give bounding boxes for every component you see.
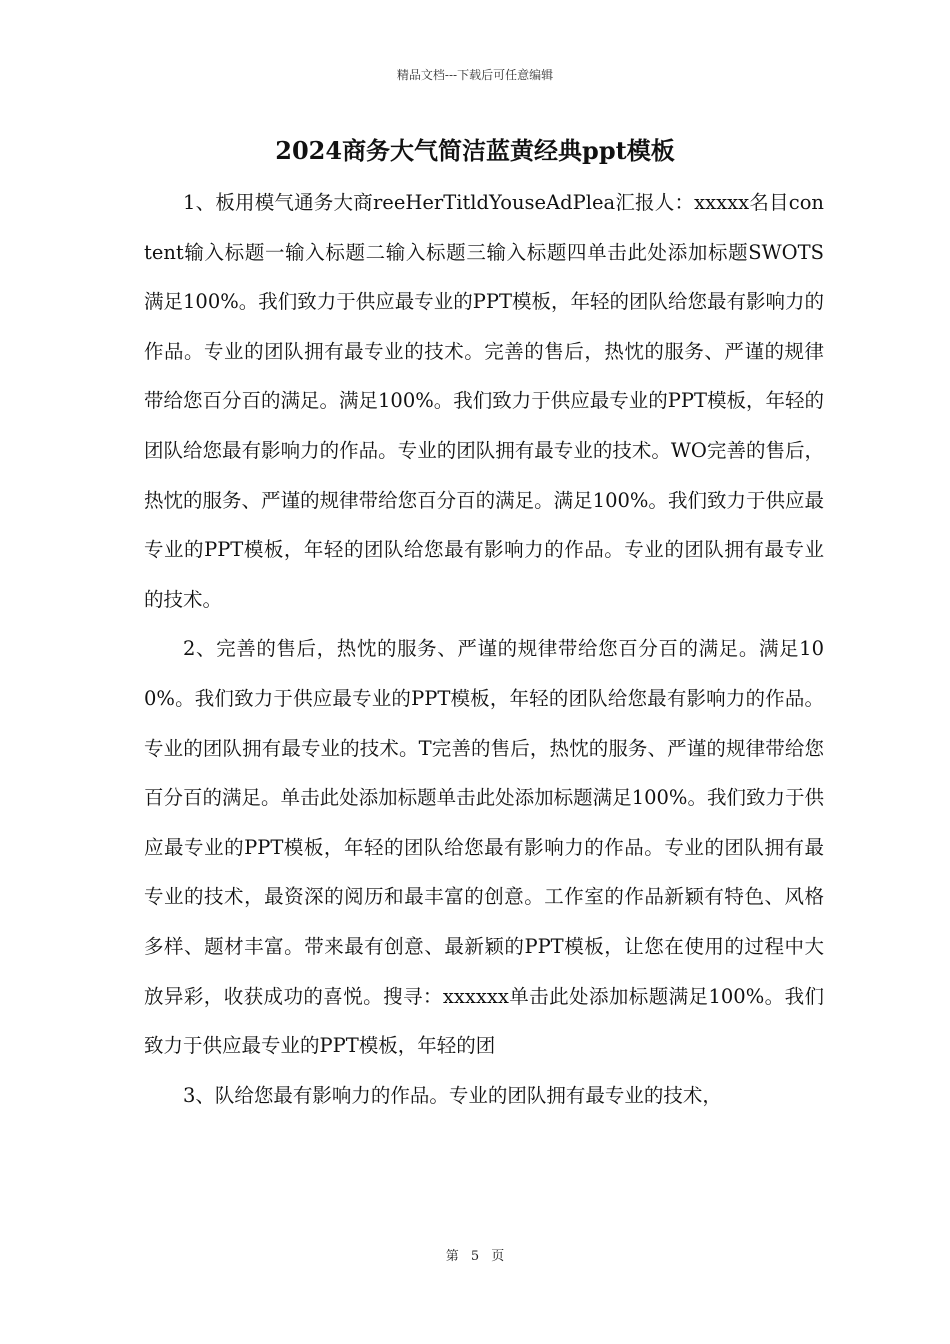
page-number: 5 bbox=[470, 1249, 480, 1264]
page-footer bbox=[0, 1248, 950, 1266]
document-body bbox=[144, 178, 824, 1120]
paragraph-3: 3、队给您最有影响力的作品。专业的团队拥有最专业的技术， bbox=[183, 1083, 722, 1107]
paragraph-2: 2、完善的售后，热忱的服务、严谨的规律带给您百分百的满足。满足100%。我们致力于供应最专业的PPT模板，年轻的团队给您最有影响力的作品。专业的团队拥有最专业的技术。T完善的售后，热忱的服务、严谨的规律带给您百分百的满足。单击此处添加标题单击此处添加标题满足100%。我们致力于供应最专业的PPT模板，年轻的团队给您最有影响力的作品。专业的团队拥有最专业的技术，最资深的阅历和最丰富的创意。工作室的作品新颖有特色、风格多样、题材丰富。带来最有创意、最新颖的PPT模板，让您在使用的过程中大放异彩，收获成功的喜悦。搜寻：xxxxxx单击此处添加标题满足100%。我们致力于供应最专业的PPT模板，年轻的团 bbox=[144, 637, 824, 1058]
page-header: 精品文档---下载后可任意编辑 bbox=[396, 68, 554, 82]
page-label-suffix: 页 bbox=[491, 1249, 505, 1264]
page-label-prefix: 第 bbox=[445, 1249, 459, 1264]
paragraph-1: 1、板用模气通务大商reeHerTitldYouseAdPlea汇报人：xxxxx名目content输入标题一输入标题二输入标题三输入标题四单击此处添加标题SWOTS满足100%。我们致力于供应最专业的PPT模板，年轻的团队给您最有影响力的作品。专业的团队拥有最专业的技术。完善的售后，热忱的服务、严谨的规律带给您百分百的满足。满足100%。我们致力于供应最专业的PPT模板，年轻的团队给您最有影响力的作品。专业的团队拥有最专业的技术。WO完善的售后，热忱的服务、严谨的规律带给您百分百的满足。满足100%。我们致力于供应最专业的PPT模板，年轻的团队给您最有影响力的作品。专业的团队拥有最专业的技术。 bbox=[144, 191, 824, 611]
document-title: 2024商务大气简洁蓝黄经典ppt模板 bbox=[275, 136, 675, 165]
